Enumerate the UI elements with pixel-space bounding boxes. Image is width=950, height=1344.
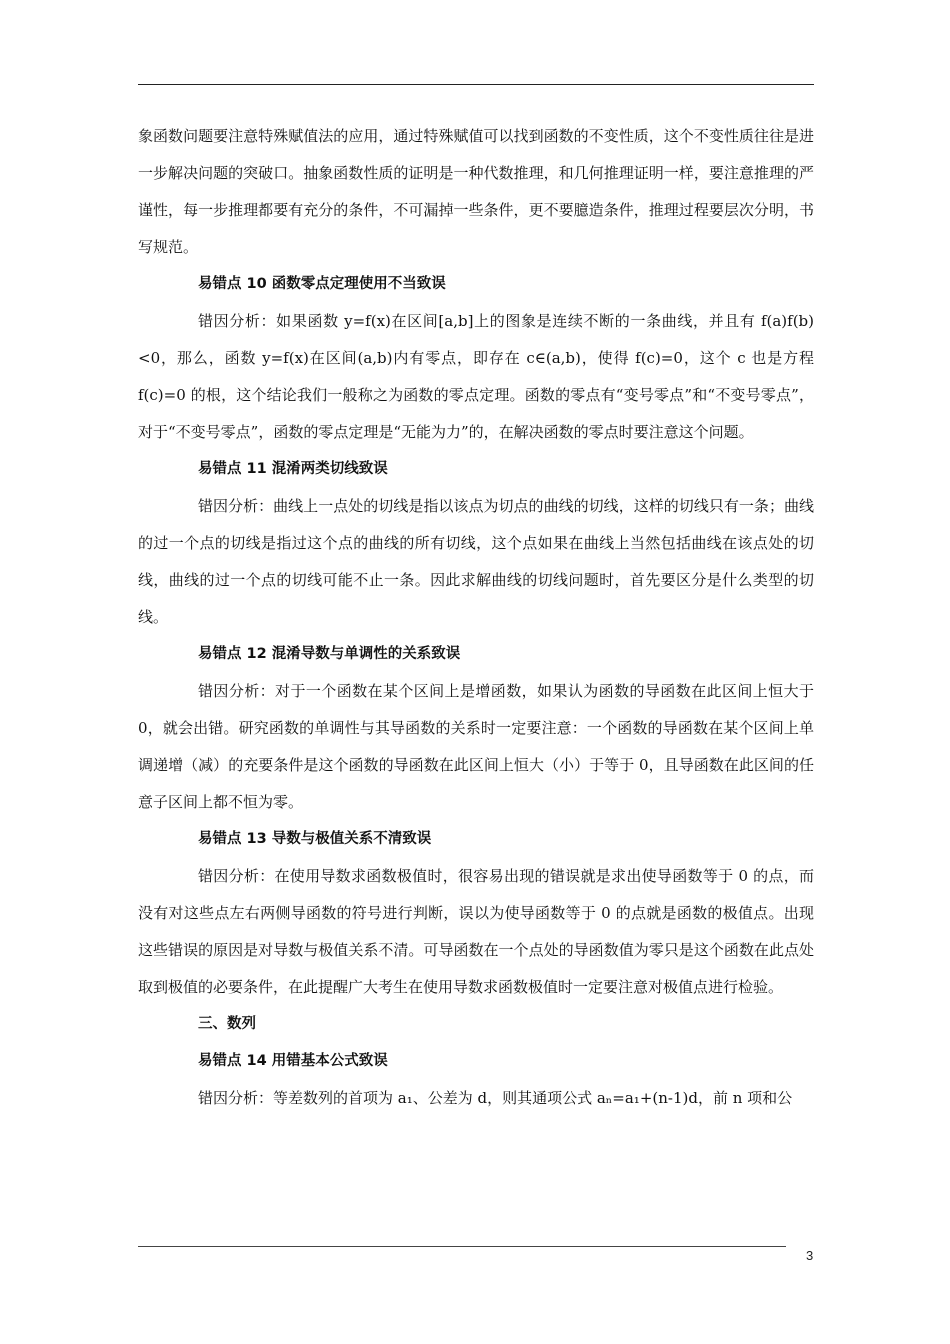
chapter-heading: 三、数列 (198, 1016, 256, 1032)
paragraph: 错因分析：曲线上一点处的切线是指以该点为切点的曲线的切线，这样的切线只有一条；曲线的过一个点的切线是指过这个点的曲线的所有切线，这个点如果在曲线上当然包括曲线在该点处的切线，曲线的过一个点的切线可能不止一条。因此求解曲线的切线问题时，首先要区分是什么类型的切线。 (138, 497, 814, 626)
paragraph: 象函数问题要注意特殊赋值法的应用，通过特殊赋值可以找到函数的不变性质，这个不变性质往往是进一步解决问题的突破口。抽象函数性质的证明是一种代数推理，和几何推理证明一样，要注意推理的严谨性，每一步推理都要有充分的条件，不可漏掉一些条件，更不要臆造条件，推理过程要层次分明，书写规范。 (138, 127, 814, 256)
footer-rule (138, 1246, 786, 1247)
page-body (138, 118, 814, 1117)
section-heading: 易错点 12 混淆导数与单调性的关系致误 (198, 646, 461, 662)
section-heading: 易错点 14 用错基本公式致误 (198, 1053, 388, 1069)
paragraph: 错因分析：如果函数 y=f(x)在区间[a,b]上的图象是连续不断的一条曲线，并且有 f(a)f(b)<0，那么，函数 y=f(x)在区间(a,b)内有零点，即存在 c∈(a,b)，使得 f(c)=0，这个 c 也是方程 f(c)=0 的根，这个结论我们一般称之为函数的零点定理。函数的零点有“变号零点”和“不变号零点”，对于“不变号零点”，函数的零点定理是“无能为力”的，在解决函数的零点时要注意这个问题。 (138, 312, 814, 441)
paragraph: 错因分析：在使用导数求函数极值时，很容易出现的错误就是求出使导函数等于 0 的点，而没有对这些点左右两侧导函数的符号进行判断，误以为使导函数等于 0 的点就是函数的极值点。出现这些错误的原因是对导数与极值关系不清。可导函数在一个点处的导函数值为零只是这个函数在此点处取到极值的必要条件，在此提醒广大考生在使用导数求函数极值时一定要注意对极值点进行检验。 (138, 867, 814, 996)
section-heading: 易错点 11 混淆两类切线致误 (198, 461, 388, 477)
paragraph: 错因分析：等差数列的首项为 a₁、公差为 d，则其通项公式 aₙ=a₁+(n-1)d，前 n 项和公 (198, 1089, 793, 1107)
paragraph: 错因分析：对于一个函数在某个区间上是增函数，如果认为函数的导函数在此区间上恒大于 0，就会出错。研究函数的单调性与其导函数的关系时一定要注意：一个函数的导函数在某个区间上单调递增（减）的充要条件是这个函数的导函数在此区间上恒大（小）于等于 0，且导函数在此区间的任意子区间上都不恒为零。 (138, 682, 814, 811)
header-rule (138, 84, 814, 85)
section-heading: 易错点 13 导数与极值关系不清致误 (198, 831, 432, 847)
page-number: 3 (806, 1248, 814, 1263)
section-heading: 易错点 10 函数零点定理使用不当致误 (198, 276, 446, 292)
